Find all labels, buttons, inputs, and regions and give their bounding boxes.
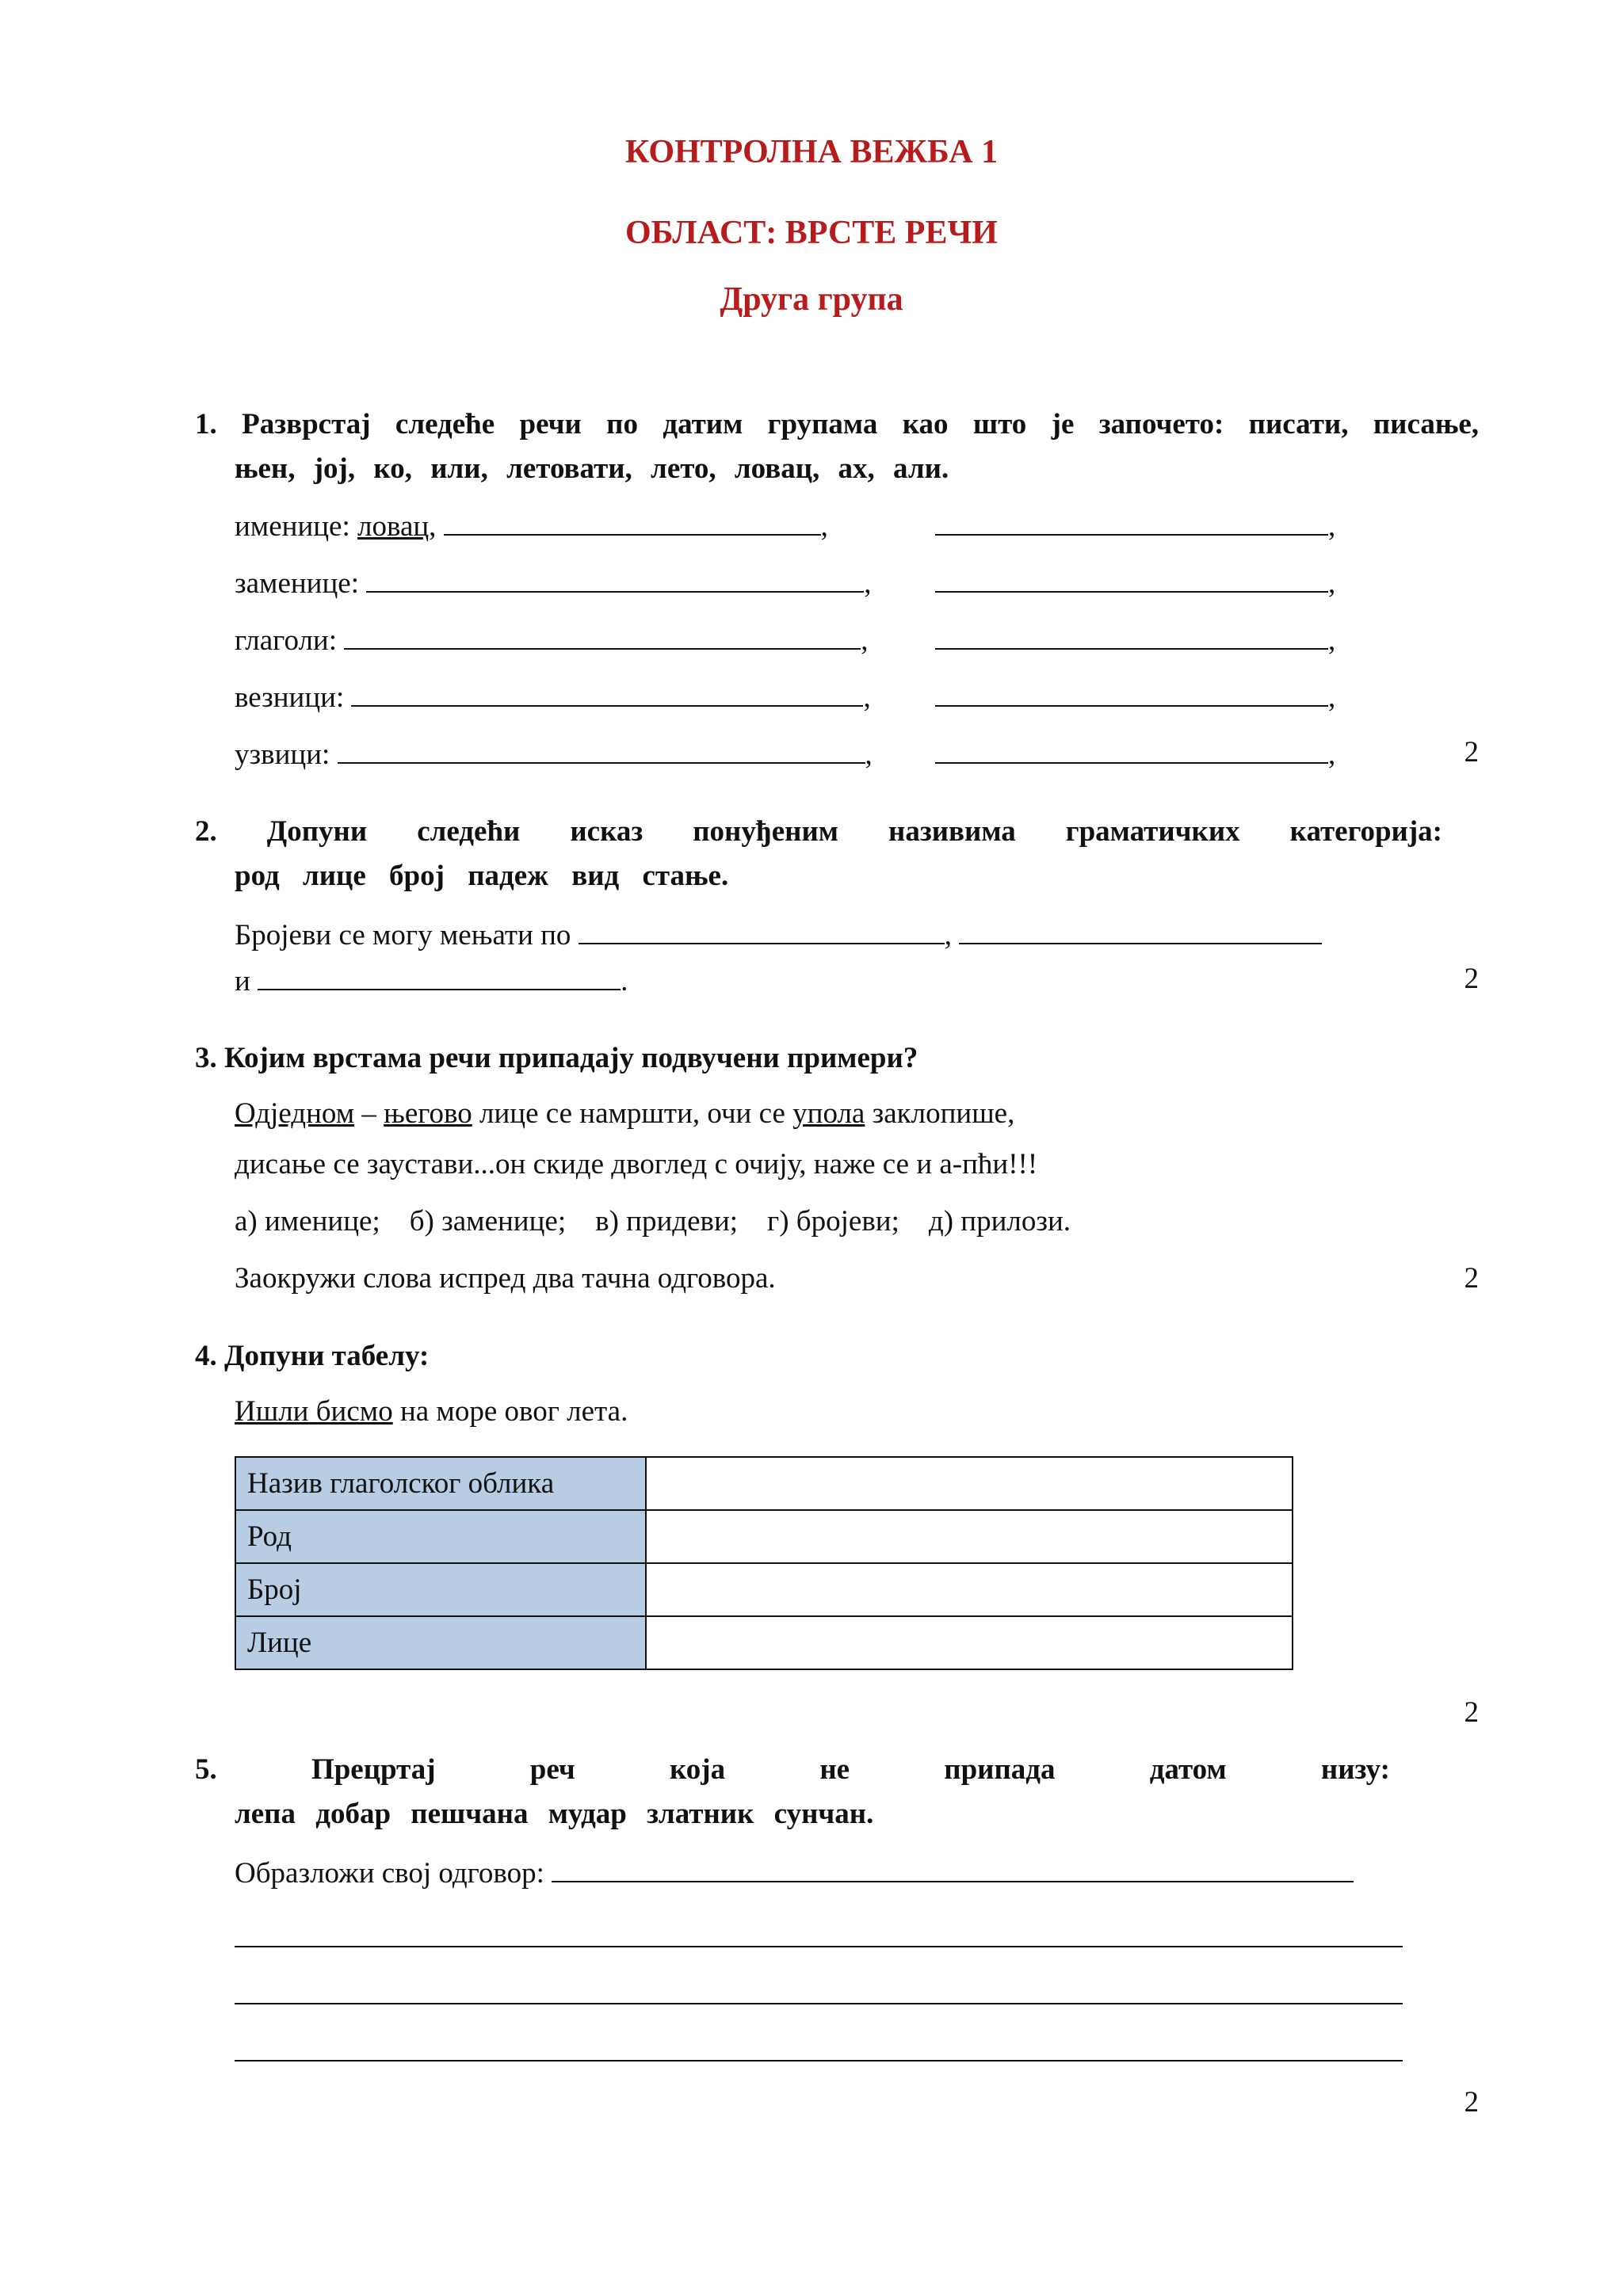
q1-row-pronouns: заменице: , bbox=[235, 564, 871, 601]
q3-instruction: Заокружи слова испред два тачна одговора. bbox=[235, 1262, 776, 1295]
answer-blank[interactable] bbox=[366, 564, 864, 593]
group-label: Друга група bbox=[720, 281, 903, 318]
answer-cell[interactable] bbox=[646, 1563, 1293, 1616]
q3-points: 2 bbox=[1464, 1262, 1479, 1295]
q3-example-line1 bbox=[235, 1097, 1014, 1131]
answer-blank[interactable] bbox=[351, 678, 863, 707]
table-row bbox=[235, 1457, 1293, 1510]
answer-line[interactable] bbox=[235, 2060, 1403, 2061]
answer-blank[interactable] bbox=[935, 678, 1328, 707]
table-row bbox=[235, 1616, 1293, 1669]
q2-fill-line2: и . bbox=[235, 962, 628, 999]
answer-blank[interactable] bbox=[935, 507, 1328, 536]
q5-word: не bbox=[819, 1753, 850, 1786]
q5-explain-label: Образложи свој одговор: bbox=[235, 1857, 544, 1890]
row-label: Број bbox=[235, 1563, 646, 1616]
q4-points: 2 bbox=[1464, 1696, 1479, 1729]
underlined-word: упола bbox=[792, 1097, 865, 1130]
q5-word: реч bbox=[529, 1753, 575, 1786]
example-text: лице се намршти, очи се bbox=[479, 1097, 785, 1130]
row-label: Лице bbox=[235, 1616, 646, 1669]
q1-row-interjections: узвици: , bbox=[235, 735, 873, 772]
answer-blank[interactable] bbox=[959, 916, 1322, 944]
row-label: везници: bbox=[235, 681, 345, 714]
q5-word: 5. bbox=[195, 1753, 217, 1786]
answer-blank[interactable] bbox=[338, 735, 865, 764]
q5-text-line1 bbox=[195, 1753, 1390, 1787]
q3-example-line2: дисање се заустави...он скиде двоглед с очију, наже се и а-пћи!!! bbox=[235, 1148, 1038, 1180]
answer-blank[interactable] bbox=[344, 621, 861, 650]
q5-points: 2 bbox=[1464, 2086, 1479, 2119]
q1-right-blank-3: , bbox=[935, 621, 1335, 658]
q5-word: датом bbox=[1149, 1753, 1227, 1786]
verb-form-table bbox=[235, 1456, 1293, 1670]
q1-row-nouns: именице: ловац, , bbox=[235, 507, 828, 544]
q3-question: 3. Којим врстама речи припадају подвучени примери? bbox=[195, 1042, 918, 1074]
answer-line[interactable] bbox=[235, 2003, 1403, 2004]
answer-cell[interactable] bbox=[646, 1510, 1293, 1563]
answer-blank[interactable] bbox=[935, 564, 1328, 593]
example-word: ловац bbox=[357, 510, 430, 543]
q2-text-line1: 2. Допуни следећи исказ понуђеним називима граматичких категорија: bbox=[195, 815, 1442, 848]
q1-row-verbs: глаголи: , bbox=[235, 621, 869, 658]
answer-cell[interactable] bbox=[646, 1457, 1293, 1510]
answer-cell[interactable] bbox=[646, 1616, 1293, 1669]
q2-statement: Бројеви се могу мењати по bbox=[235, 919, 571, 952]
q5-text-line2: лепа добар пешчана мудар златник сунчан. bbox=[235, 1798, 874, 1830]
table-row bbox=[235, 1510, 1293, 1563]
q5-word: која bbox=[669, 1753, 726, 1786]
q4-sentence bbox=[235, 1394, 628, 1429]
q1-text-line2: њен, јој, ко, или, летовати, лето, ловац, ах, али. bbox=[235, 452, 949, 485]
q4-question: 4. Допуни табелу: bbox=[195, 1340, 430, 1372]
q3-options: а) именице; б) заменице; в) придеви; г) бројеви; д) прилози. bbox=[235, 1205, 1071, 1238]
document-subtitle: ОБЛАСТ: ВРСТЕ РЕЧИ bbox=[625, 215, 998, 251]
q2-points: 2 bbox=[1464, 963, 1479, 995]
answer-blank[interactable] bbox=[258, 962, 621, 990]
q1-right-blank-2: , bbox=[935, 564, 1335, 601]
table-row bbox=[235, 1563, 1293, 1616]
example-text: заклопише, bbox=[872, 1097, 1015, 1130]
q2-fill-line: Бројеви се могу мењати по , bbox=[235, 916, 1322, 953]
q1-right-blank-1: , bbox=[935, 507, 1335, 544]
answer-blank[interactable] bbox=[935, 621, 1328, 650]
q2-text-line2: род лице број падеж вид стање. bbox=[235, 860, 729, 892]
underlined-word: његово bbox=[384, 1097, 472, 1130]
row-label: Род bbox=[235, 1510, 646, 1563]
sentence-rest: на море овог лета. bbox=[399, 1395, 628, 1428]
q5-explain-row bbox=[235, 1854, 1354, 1891]
q1-text-line1: 1. Разврстај следеће речи по датим групама као што је започето: писати, писање, bbox=[195, 408, 1479, 441]
q5-word: низу: bbox=[1320, 1753, 1390, 1786]
answer-line[interactable] bbox=[235, 1946, 1403, 1947]
q1-right-blank-4: , bbox=[935, 678, 1335, 715]
answer-blank[interactable] bbox=[935, 735, 1328, 764]
row-label: глаголи: bbox=[235, 624, 337, 657]
dash: – bbox=[361, 1097, 376, 1130]
q1-points: 2 bbox=[1464, 736, 1479, 769]
answer-blank[interactable] bbox=[444, 507, 821, 536]
row-label: именице: bbox=[235, 510, 350, 543]
q2-and: и bbox=[235, 965, 250, 997]
q5-word: припада bbox=[944, 1753, 1056, 1786]
underlined-word: Одједном bbox=[235, 1097, 355, 1130]
row-label: узвици: bbox=[235, 738, 330, 771]
answer-blank[interactable] bbox=[579, 916, 945, 944]
q1-row-conjunctions: везници: , bbox=[235, 678, 871, 715]
row-label: Назив глаголског облика bbox=[235, 1457, 646, 1510]
q5-word: Прецртај bbox=[311, 1753, 436, 1786]
q1-right-blank-5: , bbox=[935, 735, 1335, 772]
underlined-phrase: Ишли бисмо bbox=[235, 1395, 393, 1428]
answer-blank[interactable] bbox=[552, 1854, 1354, 1882]
row-label: заменице: bbox=[235, 567, 359, 600]
document-title: КОНТРОЛНА ВЕЖБА 1 bbox=[624, 134, 999, 170]
